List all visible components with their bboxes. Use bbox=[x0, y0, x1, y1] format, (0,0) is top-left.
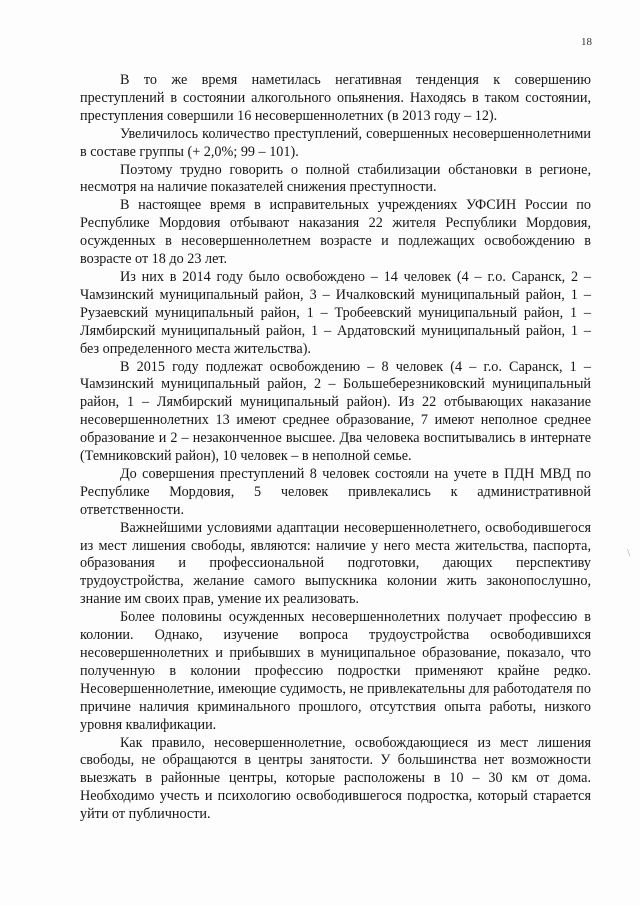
page-number: 18 bbox=[581, 36, 592, 48]
paragraph: Поэтому трудно говорить о полной стабилизации обстановки в регионе, несмотря на наличие показателей снижения преступности. bbox=[80, 161, 591, 196]
paragraph: Увеличилось количество преступлений, совершенных несовершеннолетними в составе группы (+ 2,0%; 99 – 101). bbox=[80, 125, 591, 160]
paragraph: Более половины осужденных несовершеннолетних получает профессию в колонии. Однако, изучение вопроса трудоустройства освободившихся несовершеннолетних и прибывших в муниципальное образование, показало, что полученную в колонии профессию подростки применяют крайне редко. Несовершеннолетние, имеющие судимость, не привлекательны для работодателя по причине наличия криминального прошлого, отсутствия опыта работы, низкого уровня квалификации. bbox=[80, 609, 591, 733]
paragraph: В настоящее время в исправительных учреждениях УФСИН России по Республике Мордовия отбывают наказания 22 жителя Республики Мордовия, осужденных в несовершеннолетнем возрасте и подлежащих освобождению в возрасте от 18 до 23 лет. bbox=[80, 197, 591, 268]
paragraph: Важнейшими условиями адаптации несовершеннолетнего, освободившегося из мест лишения свободы, являются: наличие у него места жительства, паспорта, образования и профессиональной подготовки, дающих перспективу трудоустройства, желание самого выпускника колонии жить законопослушно, знание им своих прав, умение их реализовать. bbox=[80, 519, 591, 608]
paragraph: До совершения преступлений 8 человек состояли на учете в ПДН МВД по Республике Мордовия, 5 человек привлекались к административной ответственности. bbox=[80, 465, 591, 518]
paragraph: В 2015 году подлежат освобождению – 8 человек (4 – г.о. Саранск, 1 – Чамзинский муниципальный район, 2 – Большеберезниковский муниципальный район, 1 – Лямбирский муниципальный район). Из 22 отбывающих наказание несовершеннолетних 13 имеют среднее образование, 7 имеют неполное среднее образование и 2 – незаконченное высшее. Два человека воспитывались в интернате (Темниковский район), 10 человек – в неполной семье. bbox=[80, 358, 591, 465]
margin-mark: \ bbox=[627, 548, 630, 559]
paragraph: Как правило, несовершеннолетние, освобождающиеся из мест лишения свободы, не обращаются в центры занятости. У большинства нет возможности выезжать в районные центры, которые расположены в 10 – 30 км от дома. Необходимо учесть и психологию освободившегося подростка, который старается уйти от публичности. bbox=[80, 734, 591, 823]
document-body bbox=[80, 72, 591, 824]
paragraph: В то же время наметилась негативная тенденция к совершению преступлений в состоянии алкогольного опьянения. Находясь в таком состоянии, преступления совершили 16 несовершеннолетних (в 2013 году – 12). bbox=[80, 72, 591, 124]
paragraph: Из них в 2014 году было освобождено – 14 человек (4 – г.о. Саранск, 2 – Чамзинский муниципальный район, 3 – Ичалковский муниципальный район, 1 – Рузаевский муниципальный район, 1 – Тробеевский муниципальный район, 1 – Лямбирский муниципальный район, 1 – Ардатовский муниципальный район, 1 – без определенного места жительства). bbox=[80, 268, 591, 357]
